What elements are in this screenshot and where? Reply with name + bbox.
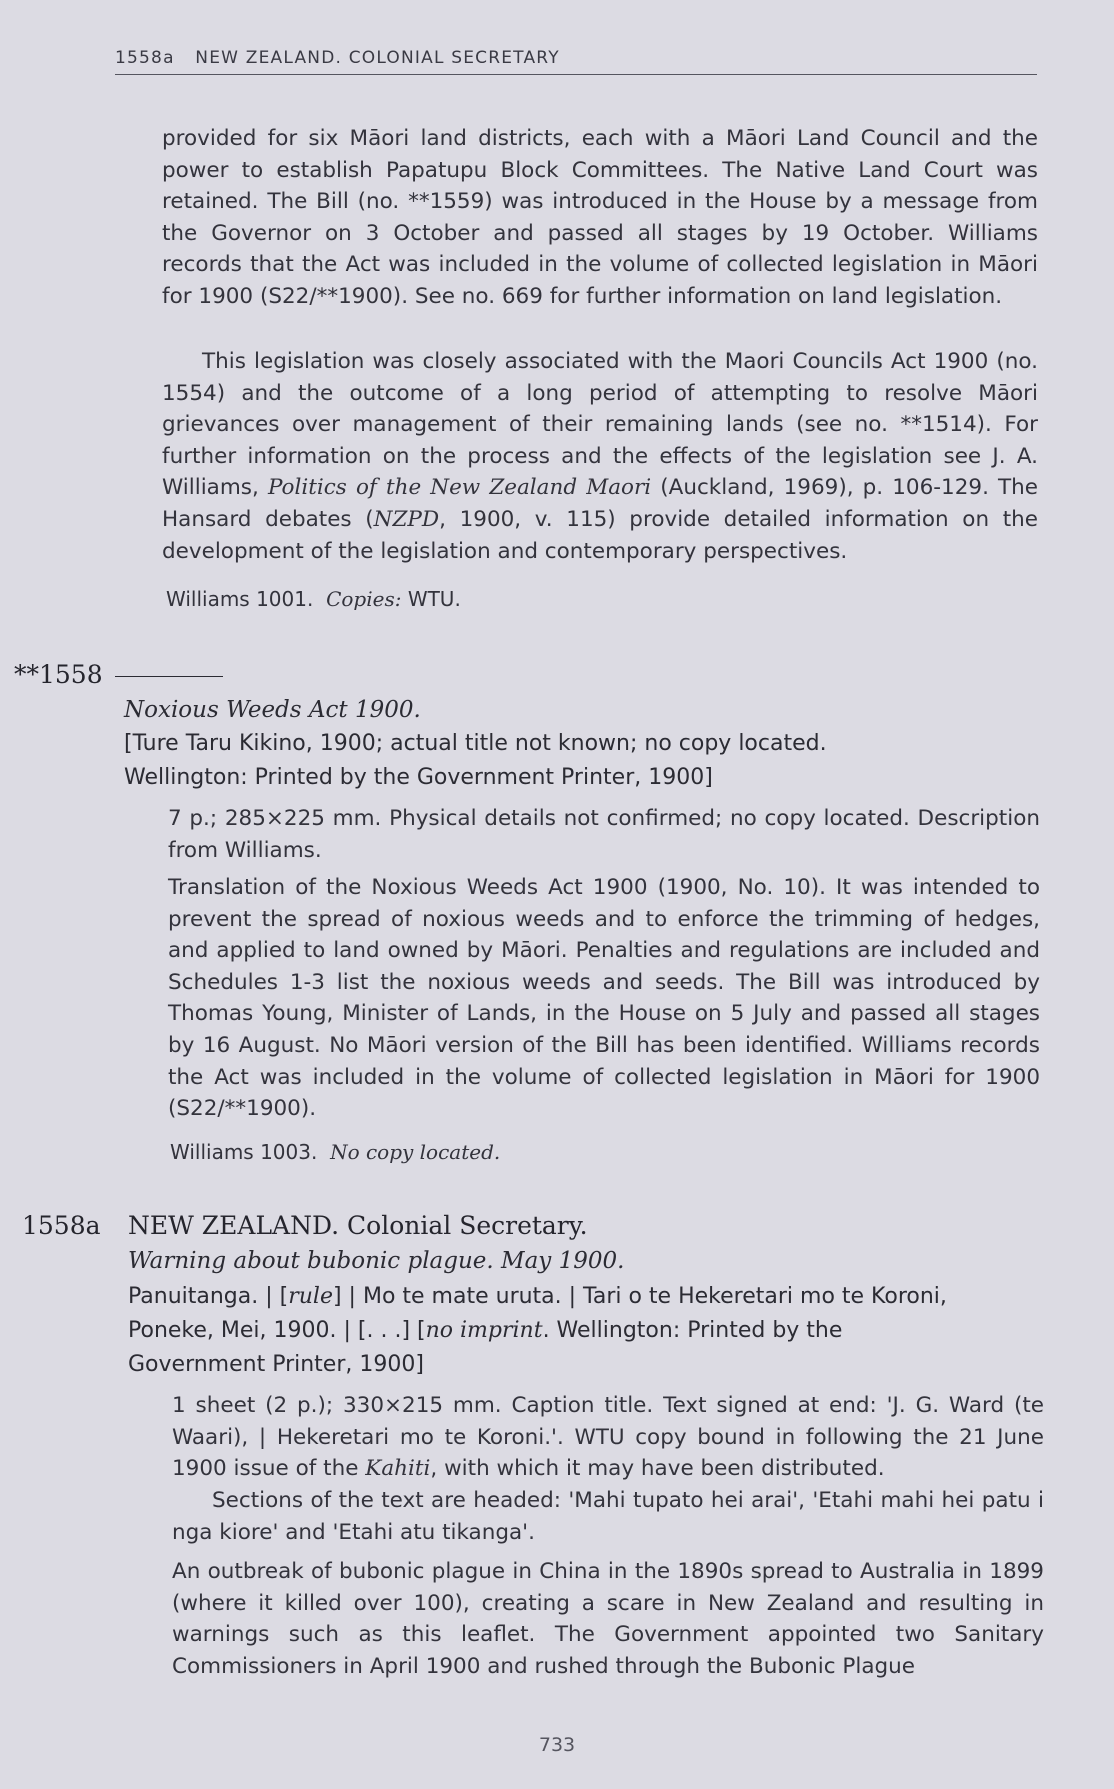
- page-number: 733: [538, 1734, 576, 1756]
- tr1-italic: rule: [288, 1284, 333, 1309]
- reference-text: Williams 1001.: [166, 587, 314, 611]
- note-text: An outbreak of bubonic plague in China in the 1890s spread to Australia in 1899 (where it killed over 100), creating a scare in New Zealand and resulting in warnings such as this leaflet. The Government appointed two Sanitary Commissioners in April 1900 and rushed through the Bubonic Plague: [172, 1559, 1044, 1679]
- entry-title-1558: Noxious Weeds Act 1900.: [124, 697, 421, 723]
- transcription-line-2: [128, 1314, 947, 1348]
- continued-paragraph: [162, 123, 1038, 313]
- kahiti-italic: Kahiti: [365, 1456, 431, 1482]
- physical-description-1558: [168, 803, 1040, 866]
- entry-title-1558a: Warning about bubonic plague. May 1900.: [128, 1248, 625, 1274]
- no-copy-located: No copy located.: [330, 1140, 501, 1164]
- entry-number-1558a: 1558a: [22, 1211, 101, 1240]
- running-head-number: 1558a: [115, 48, 175, 68]
- tr2-italic: no imprint: [425, 1318, 543, 1343]
- note-text: Translation of the Noxious Weeds Act 1900 (1900, No. 10). It was intended to prevent the spread of noxious weeds and to enforce the trimming of hedges, and applied to land owned by Māori. Penalties and regulations are included and Schedules 1-3 list the noxious weeds and seeds. The Bill was introduced by Thomas Young, Minister of Lands, in the House on 5 July and passed all stages by 16 August. No Māori version of the Bill has been identified. Williams records the Act was included in the volume of collected legislation in Māori for 1900 (S22/**1900).: [168, 875, 1040, 1122]
- sections-note-1558a: [172, 1485, 1044, 1548]
- legislation-paragraph-text-b: (Auckland, 1969), p. 106-129. The Hansard debates (: [162, 475, 1038, 532]
- transcription-line-2: Wellington: Printed by the Government Printer, 1900]: [124, 765, 713, 790]
- book-title-italic: Politics of the New Zealand Maori: [267, 475, 652, 501]
- running-head-title: NEW ZEALAND. COLONIAL SECRETARY: [195, 48, 560, 68]
- transcription-1558a: [128, 1280, 947, 1382]
- nzpd-italic: NZPD: [373, 506, 440, 532]
- tr1-a: Panuitanga. | [: [128, 1284, 289, 1309]
- note-1558a: [172, 1556, 1044, 1682]
- entry-number-text: **1558: [14, 660, 103, 689]
- note-1558: [168, 872, 1040, 1125]
- entry-heading-1558a: NEW ZEALAND. Colonial Secretary.: [128, 1211, 588, 1240]
- physical-description-1558a: [172, 1390, 1044, 1485]
- reference-text: Williams 1003.: [170, 1140, 318, 1164]
- tr2-a: Poneke, Mei, 1900. | [. . .] [: [128, 1318, 426, 1343]
- tr1-b: ] | Mo te mate uruta. | Tari o te Hekeretari mo te Koroni,: [332, 1284, 947, 1309]
- transcription-line-1: [128, 1280, 947, 1314]
- copies-label: Copies:: [326, 587, 402, 611]
- physical-text-b: , with which it may have been distributed.: [430, 1456, 885, 1482]
- copies-value: WTU.: [407, 587, 461, 611]
- transcription-line-3: Government Printer, 1900]: [128, 1352, 424, 1377]
- legislation-paragraph-text-c: , 1900, v. 115) provide detailed information on the development of the legislation and contemporary perspectives.: [162, 506, 1038, 564]
- physical-description-text: 7 p.; 285×225 mm. Physical details not confirmed; no copy located. Description from Williams.: [168, 806, 1040, 863]
- tr2-b: . Wellington: Printed by the: [542, 1318, 843, 1343]
- legislation-paragraph: [162, 346, 1038, 567]
- transcription-line-1: [Ture Taru Kikino, 1900; actual title not known; no copy located.: [124, 731, 827, 756]
- reference-line-1558: [170, 1140, 500, 1164]
- reference-line: [166, 587, 461, 611]
- legislation-paragraph-text-a: This legislation was closely associated with the Maori Councils Act 1900 (no. 1554) and the outcome of a long period of attempting to resolve Māori grievances over management of their remaining lands (see no. **1514). For further information on the process and the effects of the legislation see J. A. Williams,: [162, 349, 1038, 501]
- continued-paragraph-text: provided for six Māori land districts, each with a Māori Land Council and the power to establish Papatupu Block Committees. The Native Land Court was retained. The Bill (no. **1559) was introduced in the House by a message from the Governor on 3 October and passed all stages by 19 October. Williams records that the Act was included in the volume of collected legislation in Māori for 1900 (S22/**1900). See no. 669 for further information on land legislation.: [162, 126, 1038, 309]
- physical-text-a: 1 sheet (2 p.); 330×215 mm. Caption title. Text signed at end: 'J. G. Ward (te Waari), | Hekeretari mo te Koroni.'. WTU copy bound in following the 21 June 1900 issue of the: [172, 1393, 1044, 1482]
- transcription-1558: [124, 727, 827, 795]
- entry-number-1558: [14, 660, 223, 689]
- entry-rule: [115, 676, 223, 677]
- running-head: [115, 48, 1037, 75]
- sections-text: Sections of the text are headed: 'Mahi tupato hei arai', 'Etahi mahi hei patu i nga kiore' and 'Etahi atu tikanga'.: [172, 1488, 1044, 1545]
